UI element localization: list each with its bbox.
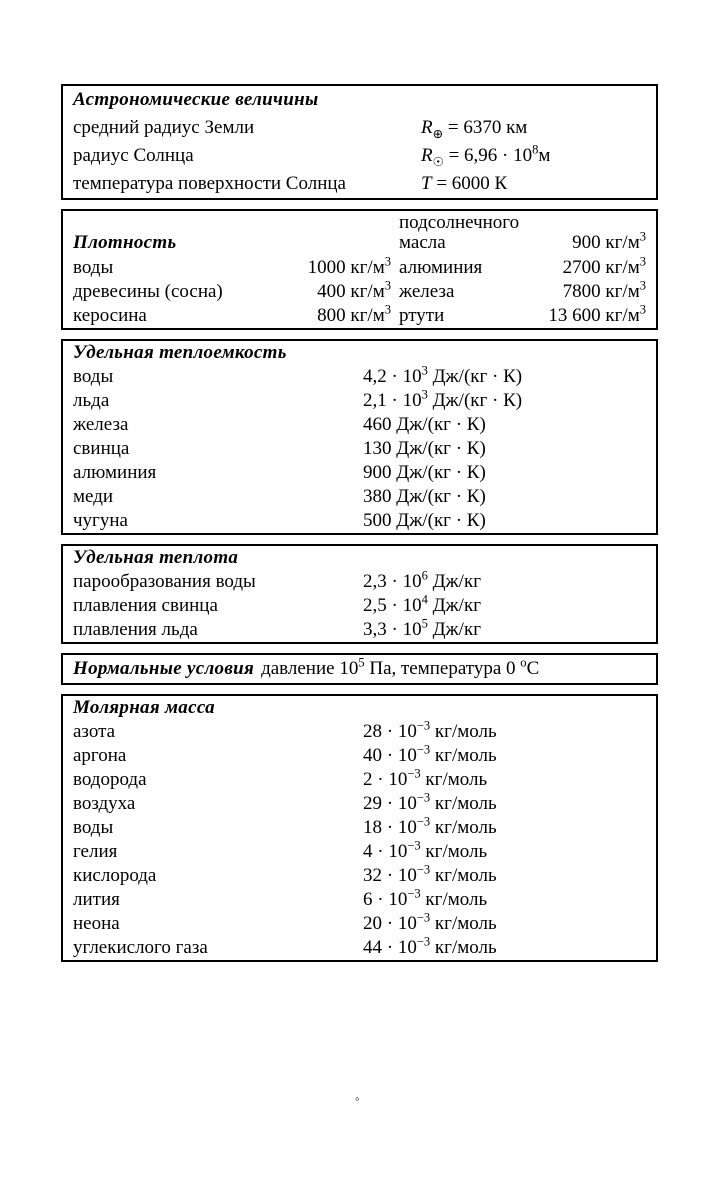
table-row [63, 720, 656, 744]
table-row [63, 840, 656, 864]
table-row [63, 437, 656, 461]
table-row [63, 570, 656, 594]
row-label: неона [73, 912, 120, 934]
table-row [63, 912, 656, 936]
table-row [63, 888, 656, 912]
row-value: $29 \cdot 10^{-3}$ кг/моль [363, 790, 497, 814]
row-value: $4,2 \cdot 10^3$ Дж/(кг · К) [363, 363, 523, 387]
row-label: парообразования воды [73, 570, 256, 592]
row-value: $2,1 \cdot 10^3$ Дж/(кг · К) [363, 387, 523, 411]
row-label: ртути [399, 304, 445, 326]
table-title: Удельная теплота [73, 546, 239, 568]
row-label: воздуха [73, 792, 136, 814]
table-row [63, 744, 656, 768]
row-label: керосина [73, 304, 147, 326]
table-header-row [63, 341, 656, 365]
row-label: алюминия [73, 461, 157, 483]
row-label: алюминия [399, 256, 483, 278]
table-row [63, 304, 656, 328]
row-label: воды [73, 365, 114, 387]
row-value: $32 \cdot 10^{-3}$ кг/моль [363, 862, 497, 886]
table-header-row [63, 86, 656, 114]
table-row [63, 114, 656, 142]
table-row [63, 413, 656, 437]
table-astronomical-quantities [61, 84, 658, 200]
table-row [63, 792, 656, 816]
row-label: гелия [73, 840, 118, 862]
row-label: плавления свинца [73, 594, 218, 616]
row-value: T = 6000 К [421, 173, 508, 194]
row-value: $20 \cdot 10^{-3}$ кг/моль [363, 910, 497, 934]
row-value: 2700 $кг/м^3$ [562, 254, 646, 278]
table-molar-mass [61, 694, 658, 962]
table-row [63, 816, 656, 840]
table-title: Нормальные условия [73, 657, 255, 679]
table-density [61, 209, 658, 330]
row-value: 7800 $кг/м^3$ [562, 278, 646, 302]
table-normal-conditions [61, 653, 658, 685]
row-label: водорода [73, 768, 147, 790]
row-label: средний радиус Земли [73, 117, 255, 138]
row-label: воды [73, 256, 114, 278]
table-row [63, 280, 656, 304]
row-label: лития [73, 888, 120, 910]
table-specific-heat [61, 544, 658, 644]
row-value: $2,5 \cdot 10^4$ Дж/кг [363, 592, 481, 616]
page-footer-mark: ◦ [355, 1091, 360, 1106]
row-label-multiline [399, 213, 519, 253]
table-title: Астрономические величины [73, 89, 319, 110]
table-row [63, 618, 656, 642]
table-row [63, 936, 656, 960]
table-row [63, 170, 656, 198]
row-value: 380 Дж/(кг · К) [363, 485, 486, 507]
row-value: $18 \cdot 10^{-3}$ кг/моль [363, 814, 497, 838]
row-label-line2: масла [399, 231, 446, 253]
table-row [63, 594, 656, 618]
table-row [63, 389, 656, 413]
table-row [63, 142, 656, 170]
row-label: древесины (сосна) [73, 280, 223, 302]
table-row [63, 461, 656, 485]
row-value: 800 $кг/м^3$ [317, 302, 391, 326]
row-label: азота [73, 720, 116, 742]
row-value: 130 Дж/(кг · К) [363, 437, 486, 459]
row-value: $40 \cdot 10^{-3}$ кг/моль [363, 742, 497, 766]
row-label: аргона [73, 744, 127, 766]
row-label: льда [73, 389, 110, 411]
row-label: чугуна [73, 509, 128, 531]
row-label: температура поверхности Солнца [73, 173, 346, 194]
table-title: Удельная теплоемкость [73, 341, 287, 363]
table-header-row [63, 546, 656, 570]
row-value: $R_☉ = 6,96 \cdot 10^8м$ [421, 142, 551, 169]
table-row [63, 509, 656, 533]
row-value: 500 Дж/(кг · К) [363, 509, 486, 531]
row-value: 900 Дж/(кг · К) [363, 461, 486, 483]
row-value: $6 \cdot 10^{-3}$ кг/моль [363, 886, 488, 910]
tables-container [61, 84, 658, 971]
row-label: свинца [73, 437, 130, 459]
row-value: $4 \cdot 10^{-3}$ кг/моль [363, 838, 488, 862]
table-row [63, 485, 656, 509]
table-row [63, 256, 656, 280]
row-label: железа [399, 280, 455, 302]
row-value: 400 $кг/м^3$ [317, 278, 391, 302]
table-row [63, 768, 656, 792]
row-label: меди [73, 485, 114, 507]
row-label: воды [73, 816, 114, 838]
row-value: $2,3 \cdot 10^6$ Дж/кг [363, 568, 481, 592]
row-label: плавления льда [73, 618, 198, 640]
row-label-line1: подсолнечного [399, 212, 520, 233]
table-specific-heat-capacity [61, 339, 658, 535]
row-label: углекислого газа [73, 936, 208, 958]
table-row [63, 365, 656, 389]
row-value: $2 \cdot 10^{-3}$ кг/моль [363, 766, 488, 790]
row-value: 460 Дж/(кг · К) [363, 413, 486, 435]
row-label: кислорода [73, 864, 157, 886]
row-value: $3,3 \cdot 10^5$ Дж/кг [363, 616, 481, 640]
row-label: железа [73, 413, 129, 435]
row-value: 1000 $кг/м^3$ [307, 254, 391, 278]
table-row [63, 864, 656, 888]
table-header-row [63, 211, 656, 256]
row-label: радиус Солнца [73, 145, 194, 166]
table-header-row [63, 696, 656, 720]
table-title: Плотность [73, 231, 177, 253]
row-value: $28 \cdot 10^{-3}$ кг/моль [363, 718, 497, 742]
row-value: 13 600 $кг/м^3$ [548, 302, 646, 326]
row-value: $44 \cdot 10^{-3}$ кг/моль [363, 934, 497, 958]
table-title: Молярная масса [73, 696, 215, 718]
row-value: $R_\oplus = 6370$ км [421, 117, 528, 141]
table-row [63, 655, 656, 683]
row-value: 900 $кг/м^3$ [572, 229, 646, 253]
row-value: давление $10^5$ Па, температура 0 $^o$С [261, 655, 540, 679]
